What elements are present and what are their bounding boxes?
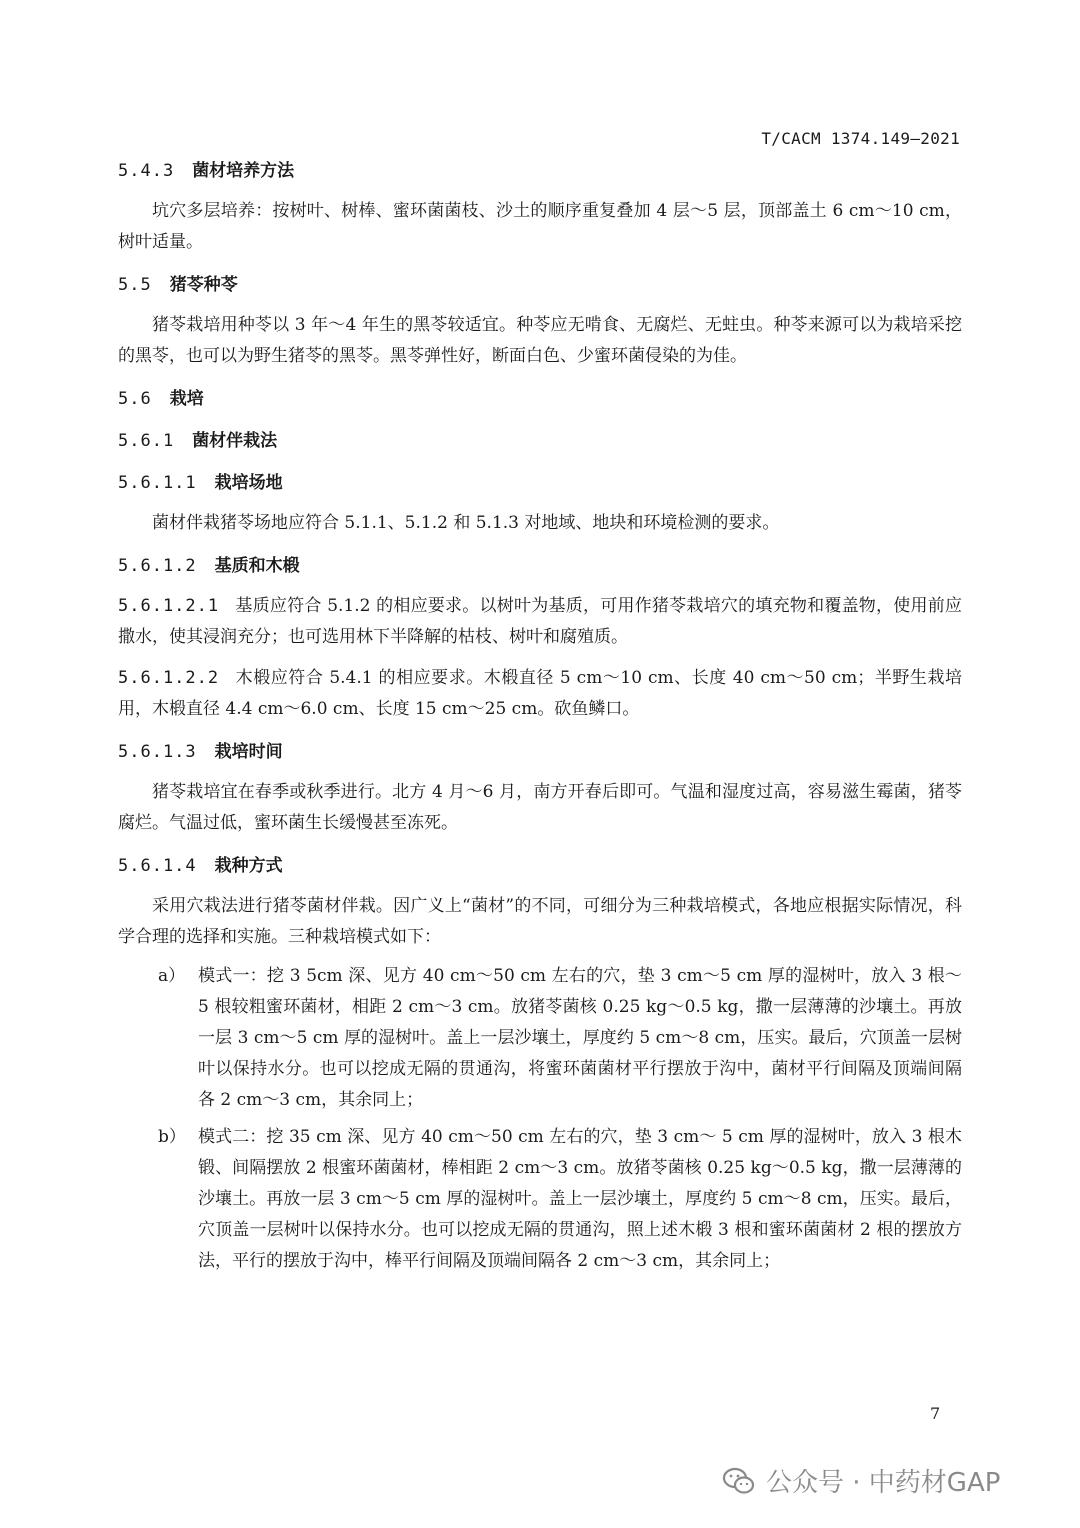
section-heading [118,731,962,773]
section-number: 5.6.1.1 [118,473,197,493]
section-heading [118,845,962,887]
numbered-paragraph [118,587,962,659]
paragraph: 猪苓栽培用种苓以 3 年～4 年生的黑苓较适宜。种苓应无啃食、无腐烂、无蛀虫。种苓来源可以为栽培采挖的黑苓，也可以为野生猪苓的黑苓。黑苓弹性好，断面白色、少蜜环菌侵染的为佳。 [118,315,962,366]
section-number: 5.4.3 [118,161,175,181]
section-number: 5.5 [118,275,152,295]
numbered-paragraph [118,659,962,731]
standard-number: T/CACM 1374.149—2021 [761,129,960,148]
section-title: 菌材培养方法 [192,161,295,181]
clause-number: 5.6.1.2.1 [118,596,220,616]
section-title: 基质和木椴 [214,556,300,576]
section-heading [118,264,962,306]
section-title: 猪苓种苓 [169,275,238,295]
list-item [118,1120,962,1281]
paragraph: 菌材伴栽猪苓场地应符合 5.1.1、5.1.2 和 5.1.3 对地域、地块和环境检测的要求。 [152,513,780,533]
document-body [118,150,962,1281]
list-marker: a） [158,966,186,986]
section-title: 菌材伴栽法 [192,431,278,451]
section-number: 5.6.1.2 [118,556,197,576]
watermark [722,1462,1000,1499]
list-marker: b） [158,1127,186,1147]
list-item [118,959,962,1120]
paragraph: 采用穴栽法进行猪苓菌材伴栽。因广义上“菌材”的不同，可细分为三种栽培模式，各地应根据实际情况，科学合理的选择和实施。三种栽培模式如下： [118,896,962,947]
section-title: 栽培 [169,389,204,409]
section-number: 5.6.1.3 [118,742,197,762]
paragraph: 猪苓栽培宜在春季或秋季进行。北方 4 月～6 月，南方开春后即可。气温和湿度过高，容易滋生霉菌，猪苓腐烂。气温过低，蜜环菌生长缓慢甚至冻死。 [118,782,962,833]
section-title: 栽种方式 [214,856,283,876]
section-heading [118,420,962,462]
clause-text: 木椴应符合 5.4.1 的相应要求。木椴直径 5 cm～10 cm、长度 40 cm～50 cm；半野生栽培用，木椴直径 4.4 cm～6.0 cm、长度 15 cm～25 cm。砍鱼鳞口。 [118,668,962,719]
section-number: 5.6 [118,389,152,409]
page-number: 7 [930,1404,941,1423]
section-title: 栽培场地 [214,473,283,493]
clause-text: 基质应符合 5.1.2 的相应要求。以树叶为基质，可用作猪苓栽培穴的填充物和覆盖物，使用前应撒水，使其浸润充分；也可选用林下半降解的枯枝、树叶和腐殖质。 [118,596,962,647]
section-heading [118,150,962,192]
section-heading [118,462,962,504]
clause-number: 5.6.1.2.2 [118,668,220,688]
watermark-text: 公众号 · 中药材GAP [766,1468,1001,1498]
section-number: 5.6.1.4 [118,856,197,876]
section-heading [118,378,962,420]
section-heading [118,545,962,587]
wechat-icon [722,1466,756,1496]
section-title: 栽培时间 [214,742,283,762]
list-text: 模式一：挖 3 5cm 深、见方 40 cm～50 cm 左右的穴，垫 3 cm～5 cm 厚的湿树叶，放入 3 根～5 根较粗蜜环菌材，相距 2 cm～3 cm。放猪苓菌核 0.25 kg～0.5 kg，撒一层薄薄的沙壤土。再放一层 3 cm～5 cm 厚的湿树叶。盖上一层沙壤土，厚度约 5 cm～8 cm，压实。最后，穴顶盖一层树叶以保持水分。也可以挖成无隔的贯通沟，将蜜环菌菌材平行摆放于沟中，菌材平行间隔及顶端间隔各 2 cm～3 cm，其余同上； [198,966,962,1110]
list-text: 模式二：挖 35 cm 深、见方 40 cm～50 cm 左右的穴，垫 3 cm～ 5 cm 厚的湿树叶，放入 3 根木锻、间隔摆放 2 根蜜环菌菌材，棒相距 2 cm～3 cm。放猪苓菌核 0.25 kg～0.5 kg，撒一层薄薄的沙壤土。再放一层 3 cm～5 cm 厚的湿树叶。盖上一层沙壤土，厚度约 5 cm～8 cm，压实。最后，穴顶盖一层树叶以保持水分。也可以挖成无隔的贯通沟，照上述木椴 3 根和蜜环菌菌材 2 根的摆放方法，平行的摆放于沟中，棒平行间隔及顶端间隔各 2 cm～3 cm，其余同上； [198,1127,962,1271]
paragraph: 坑穴多层培养：按树叶、树棒、蜜环菌菌枝、沙土的顺序重复叠加 4 层～5 层，顶部盖土 6 cm～10 cm，树叶适量。 [118,201,962,252]
section-number: 5.6.1 [118,431,175,451]
